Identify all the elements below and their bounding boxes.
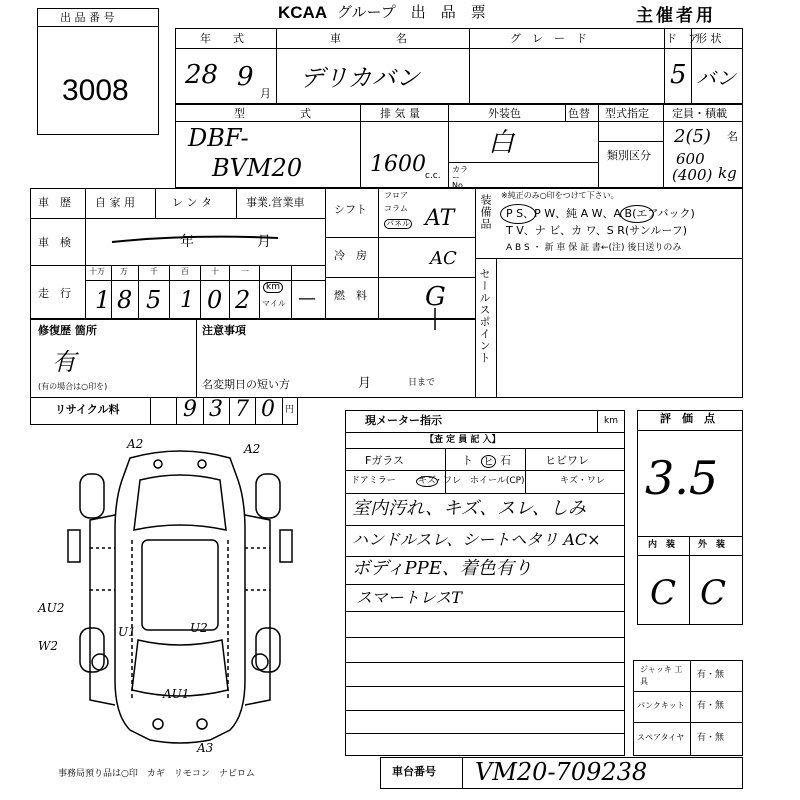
meter-unit: km	[604, 416, 618, 426]
chassis-value: VM20-709238	[475, 758, 648, 786]
deadline-label: 名変期日の短い方	[202, 378, 290, 391]
load-unit: kg	[718, 164, 737, 182]
spare-yes-no: 有・無	[697, 733, 725, 743]
floor-label: フロア	[384, 191, 408, 200]
organizer-label: 主催者用	[636, 6, 716, 26]
lot-number-value: 3008	[62, 74, 129, 107]
shift-value: AT	[425, 206, 455, 231]
aircon-label: 冷 房	[334, 249, 367, 262]
damage-mark-a2-left: A2	[127, 437, 144, 451]
month-unit: 月	[260, 87, 271, 100]
color-change-label: 色替	[568, 107, 590, 120]
equipment-line-3: A B S ・ 新 車 保 証 書←(注) 後日送りのみ	[506, 243, 682, 253]
form-title: ．グループ 出 品 票	[322, 3, 486, 21]
displacement-value: 1600	[370, 152, 426, 177]
shift-label: シフト	[334, 203, 367, 216]
damage-mark-a3: A3	[197, 741, 214, 755]
history-label: 車 歴	[38, 196, 71, 209]
meter-label: 現メーター指示	[365, 414, 442, 427]
mileage-label: 走 行	[38, 287, 71, 300]
model-value-2: BVM20	[212, 154, 303, 182]
panel-label: パネル	[386, 219, 410, 228]
private-use: 自 家 用	[95, 196, 135, 209]
ab-circle	[620, 205, 654, 223]
exterior-score: C	[700, 573, 727, 613]
mile-label: マイル	[262, 299, 286, 308]
equipment-line-2: T V、ナ ビ、カ ワ、S R(サンルーフ)	[506, 224, 688, 237]
year-label: 年 式	[200, 32, 244, 45]
body-type-label: 形 状	[696, 32, 722, 45]
sales-point-label: セールスポイント	[478, 268, 491, 364]
load-value-1: 600	[676, 150, 705, 168]
fuel-arrow	[428, 308, 442, 332]
glass-label: Fガラス	[365, 454, 404, 467]
recycle-digit-3: 0	[261, 397, 275, 422]
inspection-year-unit: 年	[180, 234, 194, 250]
doors-value: 5	[670, 60, 687, 90]
exterior-color-value: 白	[488, 128, 515, 158]
fuel-label: 燃 料	[334, 289, 367, 302]
repair-note: (有の場合は○印を)	[38, 382, 108, 391]
capacity-unit: 名	[727, 130, 738, 143]
displacement-label: 排 気 量	[380, 107, 420, 120]
equipment-label: 装備品	[479, 194, 492, 230]
interior-label: 内 装	[648, 540, 676, 550]
recycle-digit-0: 9	[183, 397, 197, 422]
glass-to: ト	[462, 454, 473, 467]
door-mirror-label: ドアミラー	[351, 476, 396, 486]
body-type-value: バン	[696, 66, 736, 90]
brand-logo: KCAA	[278, 3, 328, 22]
wheel-kizu: キズ・ワレ	[560, 476, 605, 486]
category-label: 類別区分	[607, 149, 651, 162]
recycle-digit-1: 3	[209, 397, 223, 422]
recycle-digit-2: 7	[235, 397, 249, 422]
remark-4: スマートレスT	[356, 588, 462, 607]
capacity-value: 2(5)	[674, 126, 711, 147]
digit-header-5: 一	[241, 267, 249, 276]
business-use: 事業.営業車	[246, 196, 305, 209]
rental-use: レ ン タ	[172, 196, 212, 209]
color-no-label: カラー No.	[452, 165, 468, 190]
digit-header-2: 千	[150, 267, 158, 276]
lot-number-label: 出 品 番 号	[60, 11, 115, 24]
exterior-label: 外 装	[698, 540, 726, 550]
puncture-kit-label: パンクキット	[637, 701, 685, 710]
deadline-day: 日まで	[408, 378, 436, 388]
inspection-strike	[110, 232, 280, 246]
mileage-digit-2: 5	[146, 286, 162, 314]
mirror-kizu: キズ	[418, 476, 436, 486]
doors-label: ド ア	[666, 32, 699, 45]
inspection-label: 車 検	[38, 236, 71, 249]
remark-3: ボディPPE、着色有り	[352, 558, 532, 579]
office-note: 事務局預り品は○印 カギ リモコン ナビロム	[58, 769, 255, 779]
jack-yes-no: 有・無	[697, 670, 725, 680]
car-diagram	[60, 437, 300, 760]
mileage-digit-4: 0	[207, 286, 223, 314]
damage-mark-w2: W2	[38, 639, 58, 653]
glass-crack: ヒビワレ	[545, 454, 589, 467]
repair-value: 有	[52, 348, 76, 376]
damage-mark-u2: U2	[190, 621, 208, 635]
mileage-digit-3: 1	[180, 288, 194, 313]
score-value: 3.5	[645, 451, 719, 505]
ps-circle	[500, 204, 536, 224]
mileage-digit-1: 8	[117, 286, 133, 314]
model-spec-label: 型式指定	[605, 107, 649, 120]
digit-header-1: 万	[120, 267, 128, 276]
damage-mark-a2-right: A2	[244, 442, 261, 456]
mile-value: —	[298, 288, 316, 309]
jack-label: ジャッキ 工具	[640, 665, 683, 686]
km-label: km	[263, 282, 283, 293]
wheel-label: ホイール(CP)	[470, 476, 525, 486]
cc-unit: c.c.	[425, 171, 441, 181]
model-value-1: DBF-	[188, 124, 249, 152]
inspector-label: 【査 定 員 記 入】	[425, 435, 501, 445]
lot-number-box	[37, 8, 159, 135]
column-label: コラム	[384, 204, 408, 213]
recycle-unit: 円	[285, 405, 295, 415]
equipment-line-1: P S、P W、純 A W、A B(エアバック)	[506, 207, 695, 220]
remark-2: ハンドルスレ、シートヘタリ AC×	[352, 530, 601, 549]
spare-tire-label: スペアタイヤ	[637, 733, 685, 742]
equipment-note: ※純正のみ○印をつけて下さい。	[501, 191, 619, 200]
damage-mark-au1: AU1	[163, 687, 190, 701]
car-name-label: 車 名	[330, 32, 407, 45]
puncture-yes-no: 有・無	[697, 701, 725, 711]
capacity-label: 定員・積載	[672, 107, 727, 120]
remark-1: 室内汚れ、キズ、スレ、しみ	[352, 498, 586, 519]
month-value: 9	[237, 62, 254, 92]
interior-score: C	[650, 573, 677, 613]
mileage-digit-5: 2	[235, 286, 251, 314]
recycle-label: リサイクル料	[55, 403, 120, 416]
mileage-digit-0: 1	[95, 286, 111, 314]
mirror-ware: ・ワレ	[434, 476, 462, 486]
score-label: 評 価 点	[660, 412, 715, 425]
exterior-color-label: 外装色	[488, 107, 521, 120]
aircon-value: AC	[430, 248, 457, 269]
digit-header-4: 十	[211, 267, 219, 276]
deadline-month: 月	[358, 376, 372, 391]
damage-mark-u1: U1	[118, 625, 136, 639]
repair-label: 修復歴 箇所	[38, 324, 97, 337]
chassis-label: 車台番号	[392, 765, 436, 778]
notes-label: 注意事項	[202, 324, 246, 337]
year-value: 28	[185, 60, 219, 90]
fuel-value: G	[425, 282, 446, 312]
inspection-month-unit: 月	[257, 234, 271, 250]
digit-header-0: 十万	[89, 267, 105, 276]
model-label: 型 式	[234, 107, 311, 120]
glass-hi: ヒ	[483, 455, 494, 468]
glass-ishi: 石	[500, 454, 511, 467]
digit-header-3: 百	[181, 267, 189, 276]
car-name-value: デリカバン	[300, 64, 420, 92]
load-value-2: (400)	[672, 166, 713, 184]
grade-label: グ レ ー ド	[510, 32, 587, 45]
damage-mark-au2: AU2	[38, 601, 65, 615]
